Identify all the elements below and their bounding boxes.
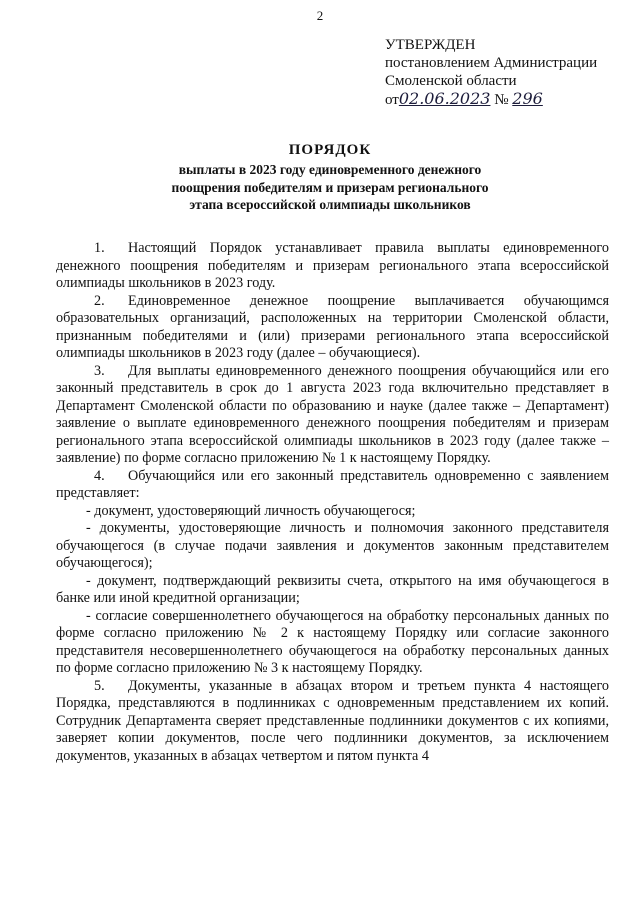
approval-date-line (385, 90, 625, 109)
paragraph-3 (56, 363, 609, 468)
handwritten-number: 296 (512, 89, 543, 108)
document-subtitle: выплаты в 2023 году единовременного денежного поощрения победителям и призерам регионального этапа всероссийской олимпиады школьников (171, 162, 489, 212)
paragraph-2 (56, 293, 609, 363)
approval-line-2: Смоленской области (385, 73, 517, 89)
approval-line-1: постановлением Администрации (385, 55, 598, 71)
paragraph-text: Обучающийся или его законный представитель одновременно с заявлением представляет: (56, 467, 609, 501)
paragraph-text: Настоящий Порядок устанавливает правила выплаты единовременного денежного поощрения победителям и призерам регионального этапа всероссийской олимпиады школьников в 2023 году. (56, 240, 609, 291)
list-item: - документ, удостоверяющий личность обучающегося; (86, 502, 416, 519)
handwritten-date: 02.06.2023 (398, 89, 491, 108)
date-prefix: от (385, 92, 399, 108)
approval-heading: УТВЕРЖДЕН (385, 37, 476, 53)
document-title: ПОРЯДОК (288, 142, 372, 158)
paragraph-5 (56, 678, 609, 766)
paragraph-number: 2. (94, 292, 105, 309)
number-label: № (494, 92, 509, 108)
paragraph-number: 3. (94, 362, 105, 379)
paragraph-number: 4. (94, 467, 105, 484)
paragraph-text: Единовременное денежное поощрение выплачивается обучающимся образовательных организаций, расположенных на территории Смоленской области, признанным победителями и (или) призерами регионального этапа всероссийской олимпиады школьников в 2023 году (далее – обучающиеся). (56, 292, 609, 361)
page-number: 2 (316, 8, 324, 23)
list-item: - документ, подтверждающий реквизиты счета, открытого на имя обучающегося в банке или иной кредитной организации; (56, 572, 609, 606)
paragraph-number: 5. (94, 677, 105, 694)
approval-block (385, 36, 625, 109)
list-item: - документы, удостоверяющие личность и полномочия законного представителя обучающегося (в случае подачи заявления и документов законным представителем обучающегося); (56, 520, 609, 571)
paragraph-text: Для выплаты единовременного денежного поощрения обучающийся или его законный представитель в срок до 1 августа 2023 года включительно представляет в Департамент Смоленской области по образованию и науке (далее также – Департамент) заявление о выплате единовременного денежного поощрения победителям и призерам регионального этапа всероссийской олимпиады школьников в 2023 году (далее также – заявление) по форме согласно приложению № 1 к настоящему Порядку. (56, 362, 609, 466)
paragraph-text: Документы, указанные в абзацах втором и третьем пункта 4 настоящего Порядка, представляются в подлинниках с одновременным представлением их копий. Сотрудник Департамента сверяет представленные подлинники документов с их копиями, заверяет копии документов, после чего подлинники документов, за исключением документов, указанных в абзацах четвертом и пятом пункта 4 (56, 677, 609, 764)
paragraph-number: 1. (94, 240, 105, 256)
list-item: - согласие совершеннолетнего обучающегося на обработку персональных данных по форме согласно приложению № 2 к настоящему Порядку или согласие законного представителя несовершеннолетнего обучающегося на обработку персональных данных по форме согласно приложению № 3 к настоящему Порядку. (56, 607, 609, 676)
paragraph-4 (56, 468, 609, 503)
paragraph-1 (56, 240, 609, 293)
document-body (56, 240, 609, 765)
